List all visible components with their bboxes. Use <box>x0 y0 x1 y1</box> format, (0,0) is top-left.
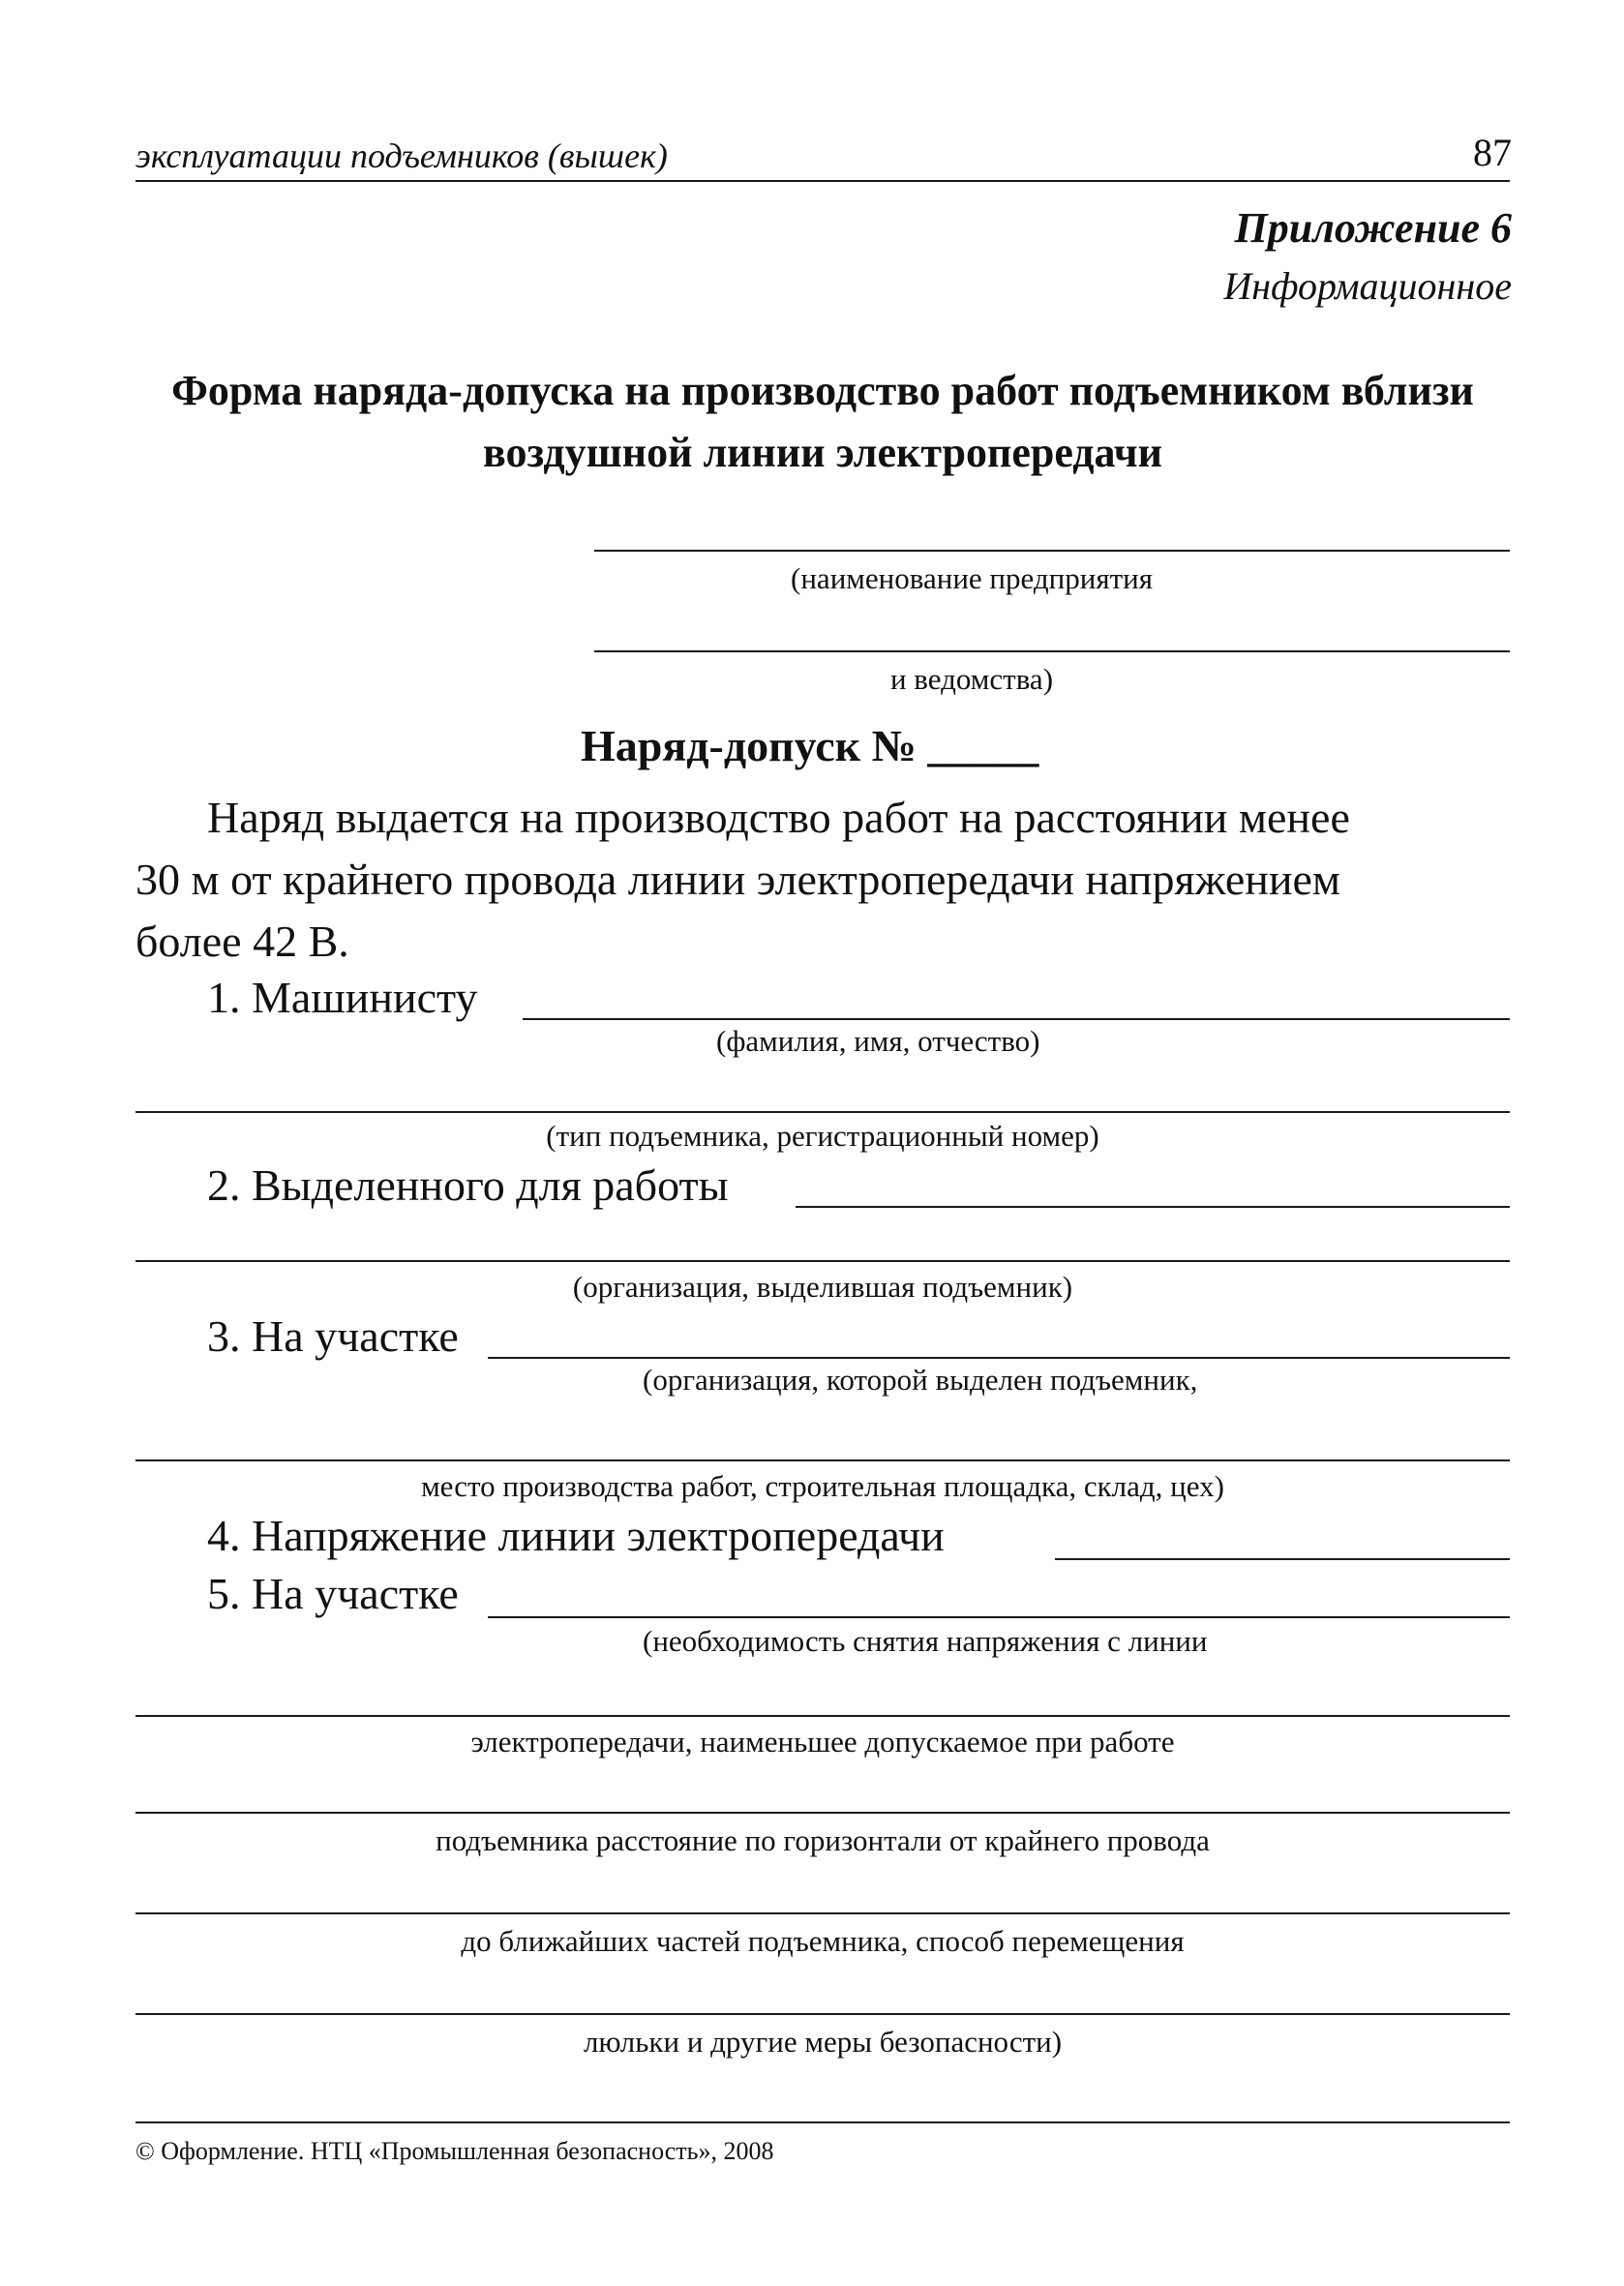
appendix-label: Приложение 6 <box>1234 204 1512 252</box>
item-3-caption-2: место производства работ, строительная площадка, склад, цех) <box>421 1469 1224 1503</box>
item-4-label: 4. Напряжение линии электропередачи <box>207 1511 945 1560</box>
document-title: Форма наряда-допуска на производство работ подъемником вблизи воздушной линии электропередачи <box>171 367 1474 476</box>
running-title: эксплуатации подъемников (вышек) <box>135 136 668 175</box>
item-5-line-5 <box>135 2013 1510 2015</box>
item-3-line-2 <box>135 1459 1510 1461</box>
item-1-caption: (фамилия, имя, отчество) <box>716 1024 1040 1058</box>
item-1-line-2 <box>135 1111 1510 1113</box>
item-3-caption: (организация, которой выделен подъемник, <box>643 1363 1198 1397</box>
footer-rule <box>135 2121 1510 2123</box>
item-3-line <box>488 1357 1510 1359</box>
item-5-caption-2: электропередачи, наименьшее допускаемое при работе <box>470 1725 1175 1759</box>
item-2-label: 2. Выделенного для работы <box>207 1160 729 1210</box>
item-5-line-4 <box>135 1912 1510 1914</box>
item-1-caption-2: (тип подъемника, регистрационный номер) <box>546 1119 1099 1153</box>
intro-line-3: более 42 В. <box>135 917 349 966</box>
item-5-caption-4: до ближайших частей подъемника, способ перемещения <box>461 1924 1185 1958</box>
org-caption-2: и ведомства) <box>889 662 1054 696</box>
order-heading: Наряд-допуск № _____ <box>581 721 1039 770</box>
item-2-caption: (организация, выделившая подъемник) <box>572 1270 1073 1304</box>
org-name-line <box>594 550 1510 552</box>
item-5-caption-5: люльки и другие меры безопасности) <box>583 2025 1063 2059</box>
org-dept-line <box>594 650 1510 652</box>
item-5-label: 5. На участке <box>207 1569 459 1618</box>
item-1-line <box>523 1018 1510 1020</box>
item-3-label: 3. На участке <box>207 1311 459 1361</box>
copyright-footer: © Оформление. НТЦ «Промышленная безопасность», 2008 <box>135 2137 774 2165</box>
header-rule <box>135 180 1510 182</box>
page-number: 87 <box>1473 131 1512 174</box>
item-2-line <box>796 1206 1510 1208</box>
appendix-type: Информационное <box>1223 264 1512 308</box>
item-1-label: 1. Машинисту <box>207 973 478 1022</box>
item-5-line-3 <box>135 1812 1510 1814</box>
item-5-line <box>488 1616 1510 1618</box>
item-5-line-2 <box>135 1715 1510 1717</box>
item-4-line <box>1055 1558 1510 1560</box>
intro-line-2: 30 м от крайнего провода линии электропередачи напряжением <box>135 855 1341 904</box>
item-5-caption: (необходимость снятия напряжения с линии <box>643 1624 1208 1658</box>
intro-line-1: Наряд выдается на производство работ на расстоянии менее <box>207 793 1350 842</box>
item-2-line-2 <box>135 1260 1510 1262</box>
item-5-caption-3: подъемника расстояние по горизонтали от крайнего провода <box>436 1823 1210 1857</box>
org-caption-1: (наименование предприятия <box>791 561 1153 595</box>
